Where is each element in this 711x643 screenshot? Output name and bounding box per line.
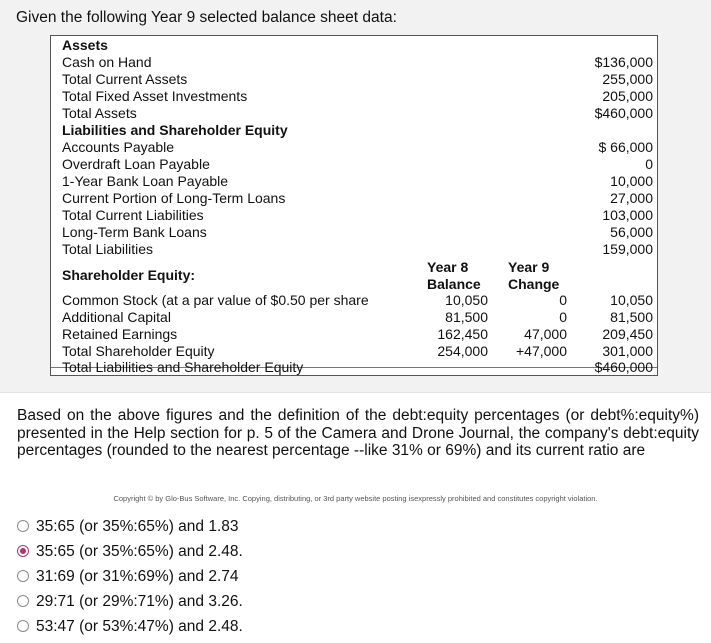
- overdraft-label: Overdraft Loan Payable: [62, 156, 210, 172]
- cash-label: Cash on Hand: [62, 54, 152, 70]
- total-assets-label: Total Assets: [62, 105, 137, 121]
- col-header-year8-balance: Balance: [427, 276, 481, 292]
- table-row: [51, 343, 657, 360]
- accounts-payable-value: $ 66,000: [598, 139, 653, 155]
- answer-option-label: 29:71 (or 29%:71%) and 3.26.: [36, 593, 243, 610]
- common-stock-total: 10,050: [610, 292, 653, 308]
- answer-option-label: 31:69 (or 31%:69%) and 2.74: [36, 568, 239, 585]
- total-fixed-assets-label: Total Fixed Asset Investments: [62, 88, 248, 104]
- radio-button[interactable]: [17, 595, 29, 607]
- liabilities-header-row: [51, 122, 657, 139]
- total-equity-y9: +47,000: [516, 343, 567, 359]
- table-row: [51, 359, 657, 376]
- total-equity-label: Total Shareholder Equity: [62, 343, 215, 359]
- table-row: [51, 71, 657, 88]
- total-equity-y8: 254,000: [437, 343, 488, 359]
- table-row: [51, 139, 657, 156]
- additional-capital-y8: 81,500: [445, 309, 488, 325]
- current-portion-value: 27,000: [610, 190, 653, 206]
- common-stock-y8: 10,050: [445, 292, 488, 308]
- liabilities-header: Liabilities and Shareholder Equity: [62, 122, 288, 138]
- total-current-assets-value: 255,000: [602, 71, 653, 87]
- col-header-year9: Year 9: [508, 259, 550, 275]
- table-row: [51, 292, 657, 309]
- common-stock-y9: 0: [559, 292, 567, 308]
- radio-button-selected[interactable]: [17, 545, 29, 557]
- long-term-loans-value: 56,000: [610, 224, 653, 240]
- col-header-year9-change: Change: [508, 276, 560, 292]
- total-fixed-assets-value: 205,000: [602, 88, 653, 104]
- additional-capital-total: 81,500: [610, 309, 653, 325]
- bank-loan-value: 10,000: [610, 173, 653, 189]
- cash-value: $136,000: [594, 54, 653, 70]
- question-text: Based on the above figures and the definition of the debt:equity percentages (or debt%:equity%) presented in the Help section for p. 5 of the Camera and Drone Journal, the company's debt:equity percentages (rounded to the nearest percentage --like 31% or 69%) and its current ratio are: [17, 407, 699, 459]
- table-row: [51, 173, 657, 190]
- table-row: [51, 309, 657, 326]
- table-row: [51, 156, 657, 173]
- table-row: [51, 105, 657, 122]
- additional-capital-y9: 0: [559, 309, 567, 325]
- table-row: [51, 190, 657, 207]
- radio-button[interactable]: [17, 620, 29, 632]
- table-row: [51, 241, 657, 258]
- retained-earnings-y8: 162,450: [437, 326, 488, 342]
- current-portion-label: Current Portion of Long-Term Loans: [62, 190, 286, 206]
- radio-button[interactable]: [17, 520, 29, 532]
- question-intro: Given the following Year 9 selected balance sheet data:: [16, 9, 397, 26]
- total-liabilities-equity-value: $460,000: [594, 359, 653, 375]
- answer-option-label: 53:47 (or 53%:47%) and 2.48.: [36, 618, 243, 635]
- common-stock-label: Common Stock (at a par value of $0.50 per share: [62, 292, 369, 308]
- balance-sheet-table: [50, 35, 658, 376]
- total-liabilities-value: 159,000: [602, 241, 653, 257]
- retained-earnings-y9: 47,000: [524, 326, 567, 342]
- copyright-notice: Copyright © by Glo-Bus Software, Inc. Copying, distributing, or 3rd party website posting isexpressly prohibited and constitutes copyright violation.: [113, 494, 598, 503]
- retained-earnings-label: Retained Earnings: [62, 326, 178, 342]
- radio-button[interactable]: [17, 570, 29, 582]
- answer-option-label: 35:65 (or 35%:65%) and 2.48.: [36, 543, 243, 560]
- overdraft-value: 0: [645, 156, 653, 172]
- total-liabilities-label: Total Liabilities: [62, 241, 154, 257]
- equity-header-row: [51, 267, 657, 284]
- assets-header: Assets: [62, 37, 108, 53]
- table-row: [51, 326, 657, 343]
- accounts-payable-label: Accounts Payable: [62, 139, 175, 155]
- additional-capital-label: Additional Capital: [62, 309, 171, 325]
- equity-header: Shareholder Equity:: [62, 267, 196, 283]
- total-liabilities-equity-label: Total Liabilities and Shareholder Equity: [62, 359, 304, 375]
- total-current-liabilities-label: Total Current Liabilities: [62, 207, 204, 223]
- total-current-liabilities-value: 103,000: [602, 207, 653, 223]
- assets-header-row: [51, 37, 657, 54]
- total-equity-total: 301,000: [602, 343, 653, 359]
- table-row: [51, 207, 657, 224]
- table-row: [51, 88, 657, 105]
- answer-option-label: 35:65 (or 35%:65%) and 1.83: [36, 518, 239, 535]
- retained-earnings-total: 209,450: [602, 326, 653, 342]
- table-row: [51, 224, 657, 241]
- total-assets-value: $460,000: [594, 105, 653, 121]
- bank-loan-label: 1-Year Bank Loan Payable: [62, 173, 229, 189]
- table-row: [51, 54, 657, 71]
- long-term-loans-label: Long-Term Bank Loans: [62, 224, 207, 240]
- col-header-year8: Year 8: [427, 259, 469, 275]
- total-current-assets-label: Total Current Assets: [62, 71, 188, 87]
